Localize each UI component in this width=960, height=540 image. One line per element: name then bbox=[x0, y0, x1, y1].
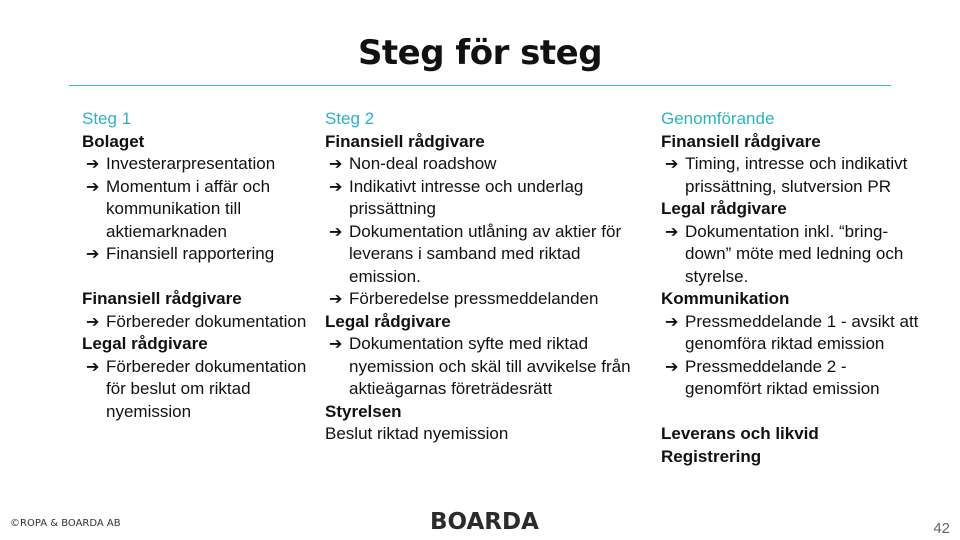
arrow-right-icon: ➔ bbox=[329, 334, 343, 353]
bullet-item bbox=[82, 356, 307, 424]
section-heading: Finansiell rådgivare bbox=[661, 131, 821, 151]
bullet-text: Investerarpresentation bbox=[106, 154, 276, 173]
arrow-right-icon: ➔ bbox=[86, 311, 100, 331]
step-label: Genomförande bbox=[661, 109, 775, 128]
bullet-item bbox=[82, 311, 307, 334]
column-step-1 bbox=[82, 108, 307, 423]
bullet-item bbox=[325, 153, 645, 176]
step-label: Steg 2 bbox=[325, 109, 375, 128]
bullet-text: Förbereder dokumentation för beslut om riktad nyemission bbox=[106, 356, 307, 421]
section-heading: Leverans och likvid bbox=[661, 424, 819, 443]
arrow-right-icon: ➔ bbox=[665, 221, 679, 241]
section-heading: Bolaget bbox=[82, 131, 145, 151]
bullet-text: Förbereder dokumentation bbox=[106, 311, 307, 331]
bullet-text: Dokumentation utlåning av aktier för leverans i samband med riktad emission. bbox=[349, 221, 622, 286]
bullet-text: Dokumentation inkl. “bring-down” möte med ledning och styrelse. bbox=[685, 221, 904, 286]
arrow-right-icon: ➔ bbox=[329, 289, 343, 308]
bullet-item bbox=[661, 221, 921, 289]
section-heading: Legal rådgivare bbox=[82, 334, 208, 353]
bullet-item bbox=[325, 333, 645, 401]
section-heading: Finansiell rådgivare bbox=[325, 131, 485, 151]
arrow-right-icon: ➔ bbox=[86, 356, 100, 376]
column-execution bbox=[661, 108, 921, 468]
page-number: 42 bbox=[933, 520, 950, 537]
bullet-item bbox=[661, 356, 921, 401]
arrow-right-icon: ➔ bbox=[329, 154, 343, 173]
bullet-text: Finansiell rapportering bbox=[106, 244, 275, 263]
arrow-right-icon: ➔ bbox=[329, 221, 343, 241]
section-heading: Styrelsen bbox=[325, 401, 402, 421]
bullet-item bbox=[325, 176, 645, 221]
arrow-right-icon: ➔ bbox=[86, 154, 100, 173]
slide-title: Steg för steg bbox=[357, 33, 603, 73]
bullet-text: Timing, intresse och indikativt prissättning, slutversion PR bbox=[685, 154, 908, 196]
copyright-notice: ©ROPA & BOARDA AB bbox=[10, 518, 121, 529]
bullet-item bbox=[661, 153, 921, 198]
arrow-right-icon: ➔ bbox=[665, 311, 679, 331]
bullet-text: Pressmeddelande 2 - genomfört riktad emission bbox=[685, 356, 880, 398]
bullet-item bbox=[325, 288, 645, 311]
bullet-item bbox=[82, 176, 307, 244]
spacer bbox=[661, 401, 921, 424]
bullet-text: Momentum i affär och kommunikation till aktiemarknaden bbox=[106, 176, 271, 241]
section-heading: Registrering bbox=[661, 446, 762, 466]
arrow-right-icon: ➔ bbox=[665, 154, 679, 173]
arrow-right-icon: ➔ bbox=[86, 244, 100, 263]
bullet-item bbox=[661, 311, 921, 356]
arrow-right-icon: ➔ bbox=[86, 176, 100, 196]
spacer bbox=[82, 266, 307, 289]
section-heading: Kommunikation bbox=[661, 289, 790, 308]
section-heading: Finansiell rådgivare bbox=[82, 289, 242, 308]
section-heading: Legal rådgivare bbox=[325, 311, 451, 331]
bullet-text: Pressmeddelande 1 - avsikt att genomföra riktad emission bbox=[685, 311, 919, 353]
arrow-right-icon: ➔ bbox=[329, 176, 343, 196]
title-divider bbox=[69, 85, 891, 86]
step-label: Steg 1 bbox=[82, 109, 132, 128]
bullet-text: Non-deal roadshow bbox=[349, 154, 497, 173]
bullet-item bbox=[82, 153, 307, 176]
bullet-text: Dokumentation syfte med riktad nyemission och skäl till avvikelse från aktieägarnas företrädesrätt bbox=[349, 334, 631, 398]
column-step-2 bbox=[325, 108, 645, 446]
bullet-item bbox=[82, 243, 307, 266]
arrow-right-icon: ➔ bbox=[665, 356, 679, 376]
bullet-item bbox=[325, 221, 645, 289]
bullet-text: Indikativt intresse och underlag prissättning bbox=[349, 176, 584, 218]
bullet-text: Förberedelse pressmeddelanden bbox=[349, 289, 599, 308]
section-heading: Legal rådgivare bbox=[661, 199, 787, 218]
boarda-logo: BOARDA bbox=[430, 509, 539, 535]
plain-text: Beslut riktad nyemission bbox=[325, 424, 509, 443]
